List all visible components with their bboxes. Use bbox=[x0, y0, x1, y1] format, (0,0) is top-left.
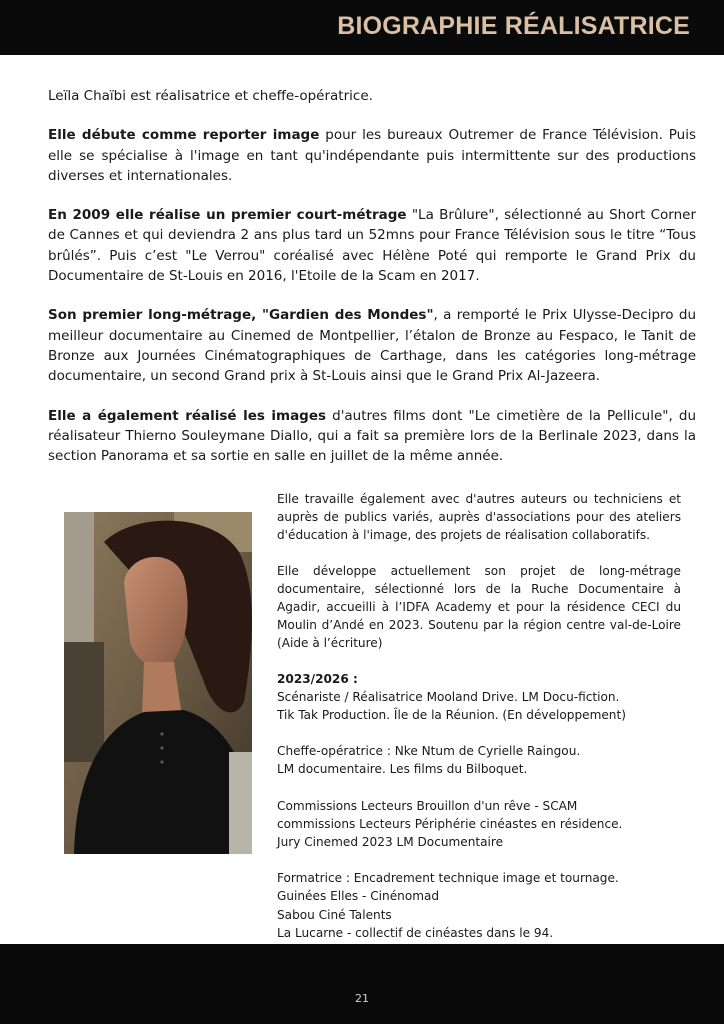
side-paragraph-project: Elle développe actuellement son projet de long-métrage documentaire, sélectionné lors de la Ruche Documentaire à Agadir, accueilli à l’IDFA Academy et pour la résidence CECI du Moulin d’Andé en 2023. Soutenu par la région centre val-de-Loire (Aide à l’écriture) bbox=[277, 563, 681, 651]
credit-line: Sabou Ciné Talents bbox=[277, 907, 392, 922]
header-bar bbox=[0, 0, 724, 55]
biography-side-column bbox=[277, 490, 681, 942]
credit-line: Commissions Lecteurs Brouillon d'un rêve - SCAM bbox=[277, 798, 578, 813]
credit-line: Guinées Elles - Cinénomad bbox=[277, 889, 440, 904]
paragraph-text: "La Brûlure", sélectionné au Short Corner de Cannes et qui deviendra 2 ans plus tard un 52mns pour France Télévision sous le titre “Tous brûlés”. Puis c’est "Le Verrou" coréalisé avec Hélène Poté qui remporte le Grand Prix du Documentaire de St-Louis en 2016, l'Etoile de la Scam en 2017. bbox=[48, 207, 696, 285]
intro-paragraph: Leïla Chaïbi est réalisatrice et cheffe-opératrice. bbox=[48, 88, 373, 104]
paragraph-images bbox=[48, 406, 696, 467]
paragraph-lead: En 2009 elle réalise un premier court-métrage bbox=[48, 207, 407, 224]
paragraph-text: d'autres films dont "Le cimetière de la Pellicule", du réalisateur Thierno Souleymane Diallo, qui a fait sa première lors de la Berlinale 2023, dans la section Panorama et sa sortie en salle en juillet de la même année. bbox=[48, 407, 696, 465]
paragraph-feature-film bbox=[48, 305, 696, 386]
paragraph-lead: Elle a également réalisé les images bbox=[48, 407, 327, 424]
credit-line: Tik Tak Production. Île de la Réunion. (En développement) bbox=[277, 708, 626, 723]
paragraph-short-film bbox=[48, 205, 696, 286]
credit-line: Formatrice : Encadrement technique image et tournage. bbox=[277, 871, 619, 886]
paragraph-lead: Elle débute comme reporter image bbox=[48, 127, 320, 144]
portrait-photo bbox=[64, 512, 252, 854]
credit-line: commissions Lecteurs Périphérie cinéastes en résidence. bbox=[277, 816, 623, 831]
side-paragraph-workshops: Elle travaille également avec d'autres auteurs ou techniciens et auprès de publics variés, auprès d'associations pour des ateliers d'éducation à l'image, des projets de réalisation collaboratifs. bbox=[277, 492, 681, 543]
paragraph-text: pour les bureaux Outremer de France Télévision. Puis elle se spécialise à l'image en tant qu'indépendante puis intermittente sur des productions diverses et internationales. bbox=[48, 127, 696, 184]
footer-bar bbox=[0, 944, 724, 1024]
credit-line: Jury Cinemed 2023 LM Documentaire bbox=[277, 835, 504, 850]
biography-main bbox=[48, 86, 696, 485]
year-heading: 2023/2026 : bbox=[277, 671, 358, 686]
credit-line: Cheffe-opératrice : Nke Ntum de Cyrielle Raingou. bbox=[277, 744, 581, 759]
page-title: BIOGRAPHIE RÉALISATRICE bbox=[337, 12, 690, 40]
page-number: 21 bbox=[355, 992, 369, 1005]
paragraph-reporter bbox=[48, 125, 696, 186]
paragraph-lead: Son premier long-métrage, "Gardien des Mondes" bbox=[48, 307, 434, 324]
credit-line: La Lucarne - collectif de cinéastes dans le 94. bbox=[277, 925, 554, 940]
paragraph-text: , a remporté le Prix Ulysse-Decipro du meilleur documentaire au Cinemed de Montpellier, l’étalon de Bronze au Fespaco, le Tanit de Bronze aux Journées Cinématographiques de Carthage, dans les catégories long-métrage documentaire, un second Grand prix à St-Louis ainsi que le Grand Prix Al-Jazeera. bbox=[48, 307, 696, 385]
credit-line: LM documentaire. Les films du Bilboquet. bbox=[277, 762, 528, 777]
credit-line: Scénariste / Réalisatrice Mooland Drive. LM Docu-fiction. bbox=[277, 689, 620, 704]
